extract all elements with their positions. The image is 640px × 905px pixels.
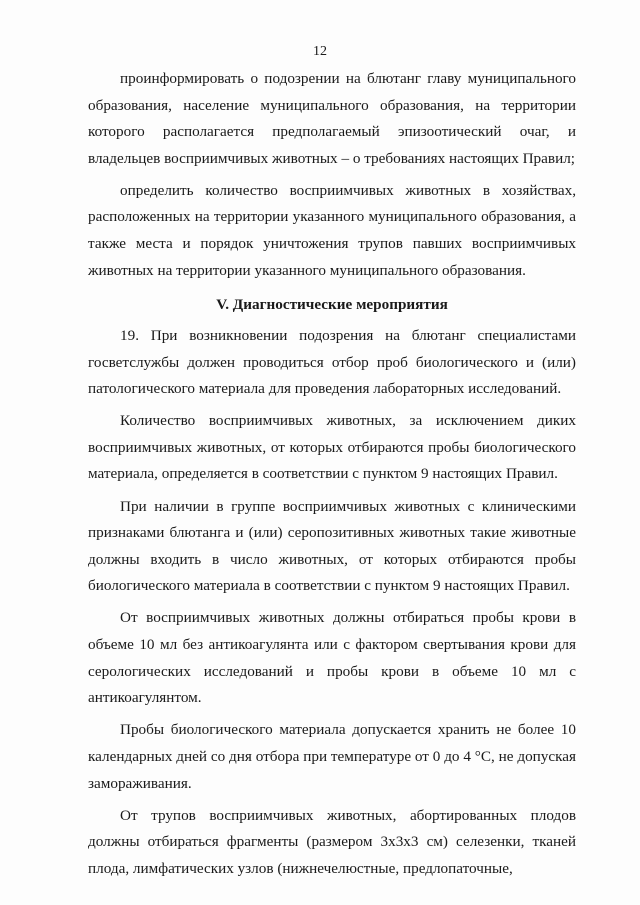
text-block-after-heading [88,323,576,882]
section-heading: V. Диагностические мероприятия [216,296,448,313]
page-number: 12 [313,44,327,59]
paragraph: От восприимчивых животных должны отбираться пробы крови в объеме 10 мл без антикоагулянта или с фактором свертывания крови для серологических исследований и пробы крови в объеме 10 мл с антикоагулянтом. [88,609,576,707]
paragraph: Пробы биологического материала допускается хранить не более 10 календарных дней со дня отбора при температуре от 0 до 4 °С, не допуская замораживания. [88,721,576,792]
paragraph: определить количество восприимчивых животных в хозяйствах, расположенных на территории указанного муниципального образования, а также места и порядок уничтожения трупов павших восприимчивых животных на территории указанного муниципального образования. [88,181,576,279]
section-heading-wrapper [88,292,576,318]
paragraph: От трупов восприимчивых животных, абортированных плодов должны отбираться фрагменты (размером 3х3х3 см) селезенки, тканей плода, лимфатических узлов (нижнечелюстные, предлопаточные, [88,806,576,877]
paragraph: Количество восприимчивых животных, за исключением диких восприимчивых животных, от которых отбираются пробы биологического материала, определяется в соответствии с пунктом 9 настоящих Правил. [88,412,576,483]
paragraph: 19. При возникновении подозрения на блютанг специалистами госветслужбы должен проводиться отбор проб биологического и (или) патологического материала для проведения лабораторных исследований. [88,327,576,398]
paragraph: При наличии в группе восприимчивых животных с клиническими признаками блютанга и (или) серопозитивных животных такие животные должны входить в число животных, от которых отбираются пробы биологического материала в соответствии с пунктом 9 настоящих Правил. [88,497,576,595]
paragraph: проинформировать о подозрении на блютанг главу муниципального образования, население муниципального образования, на территории которого располагается предполагаемый эпизоотический очаг, и владельцев восприимчивых животных – о требованиях настоящих Правил; [88,70,576,167]
text-block-before-heading [88,66,576,284]
